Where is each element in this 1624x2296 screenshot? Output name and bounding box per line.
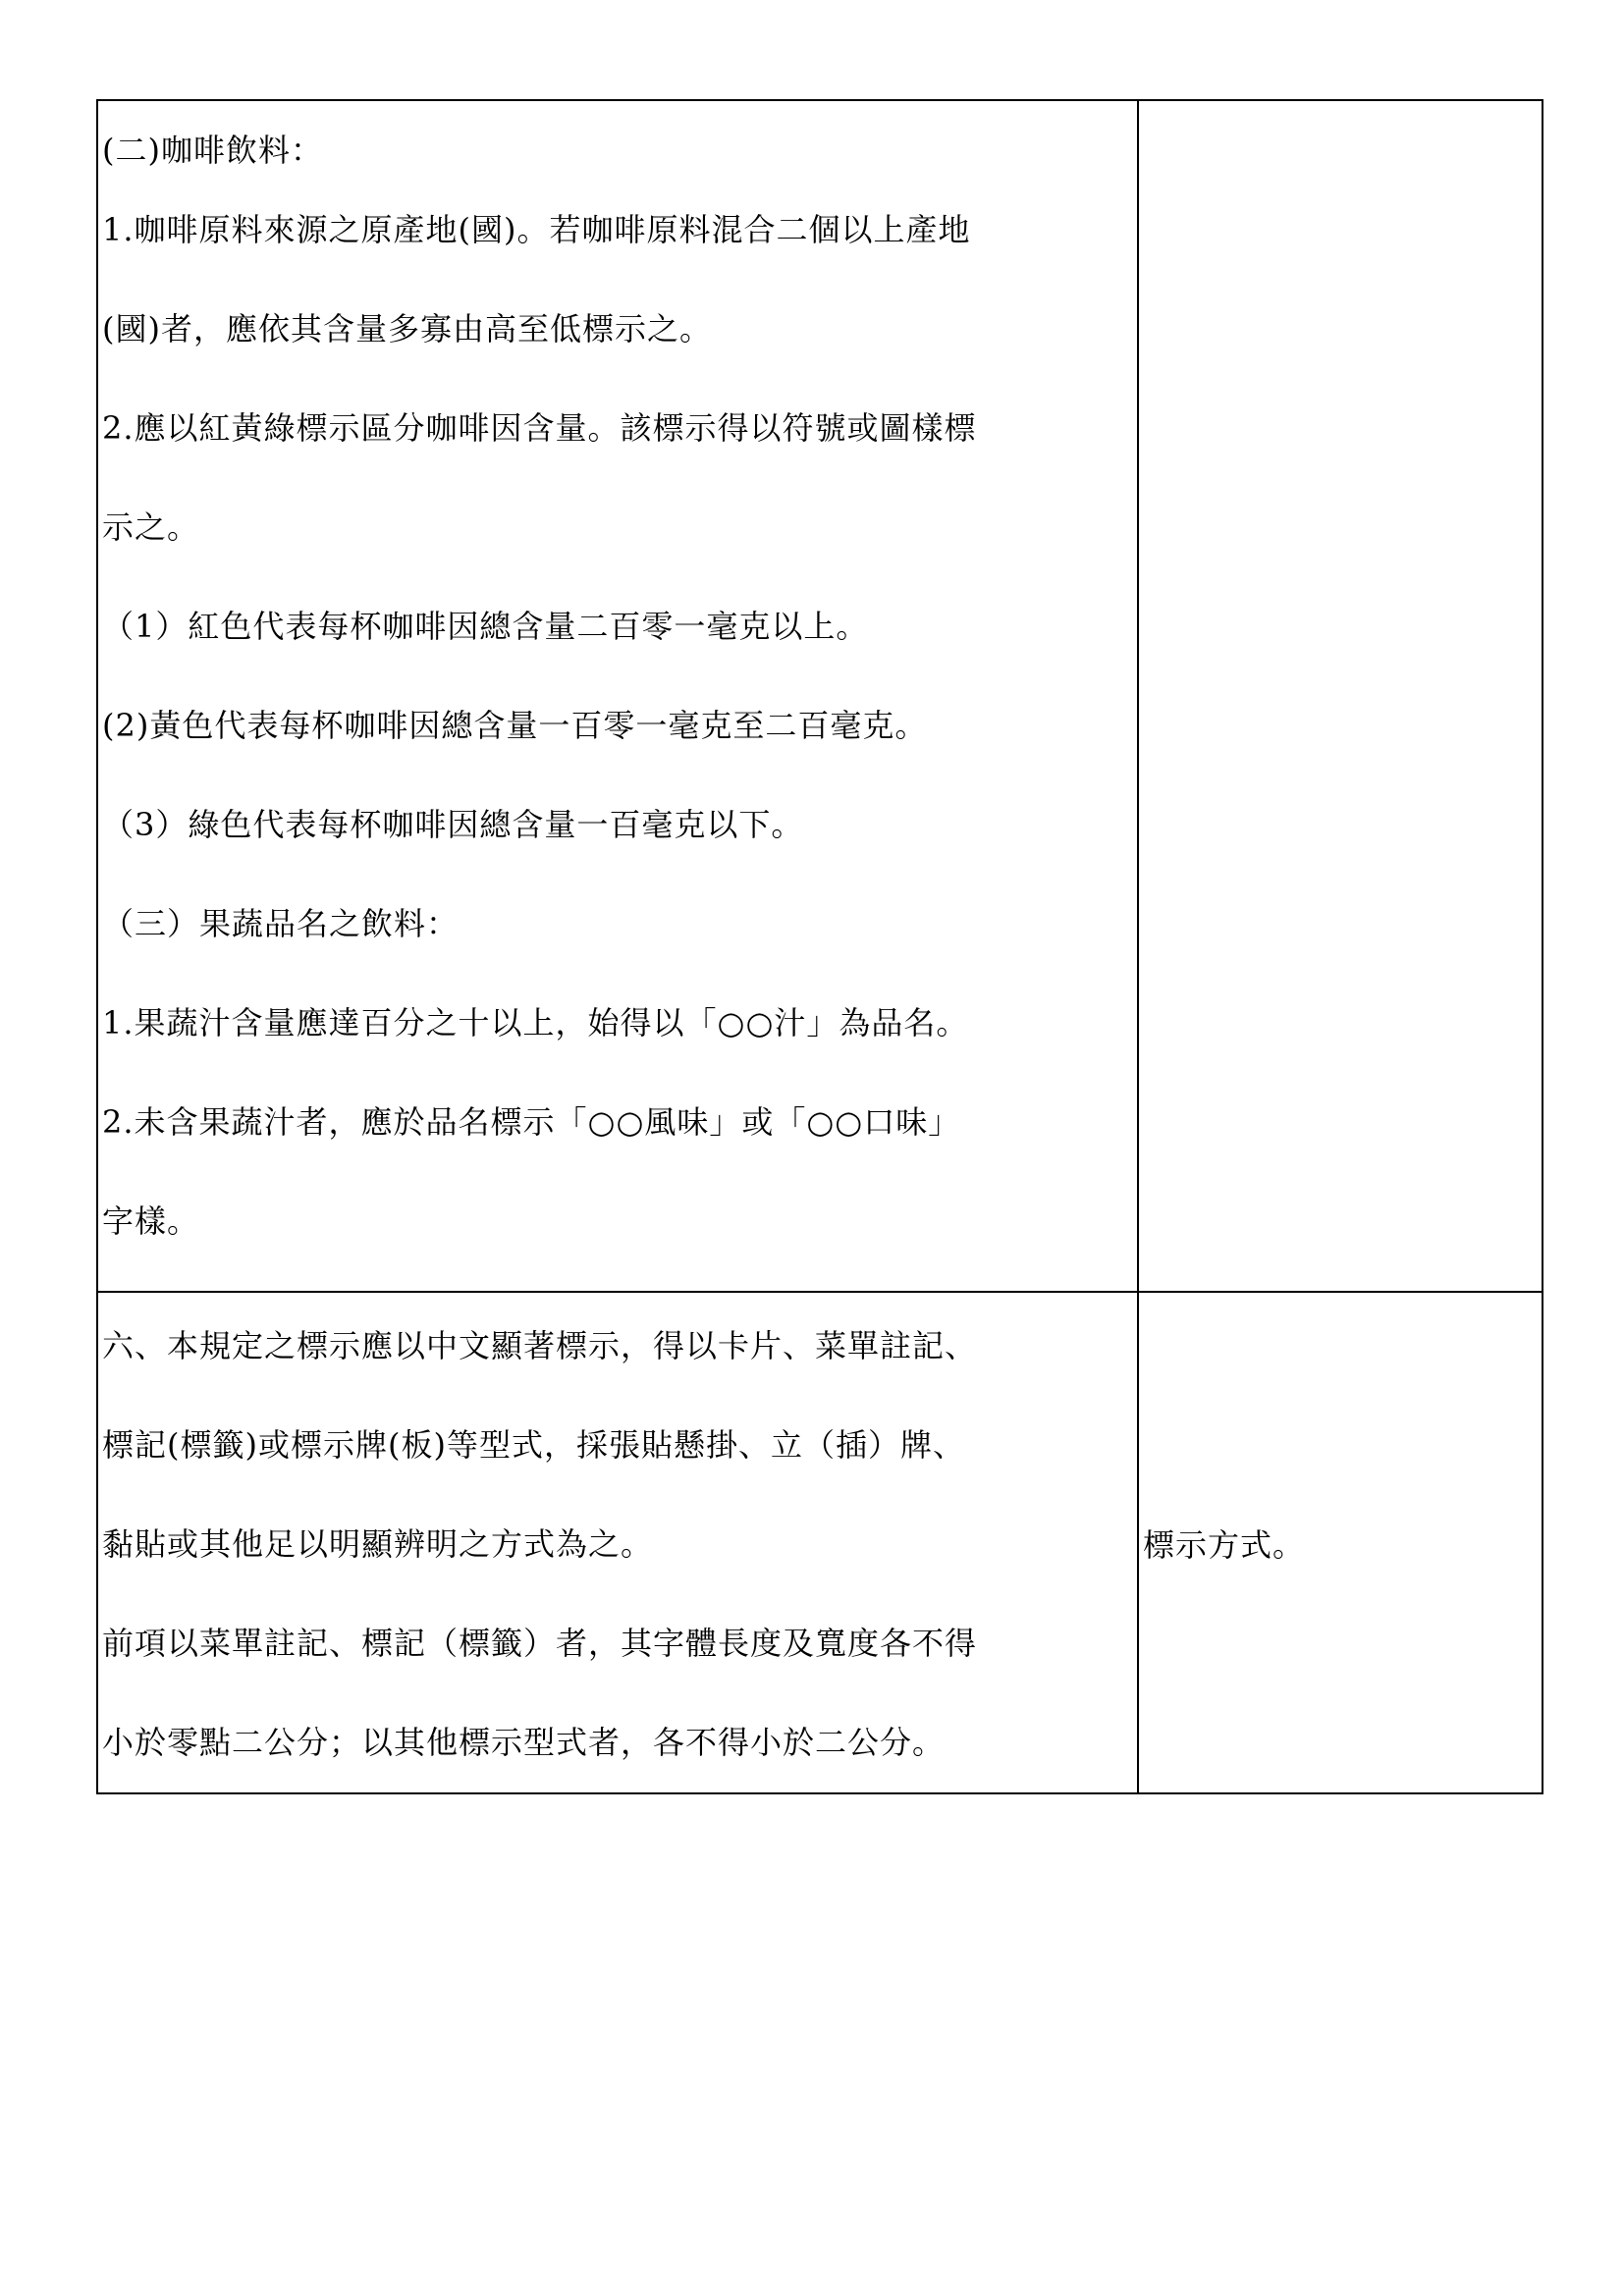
- provision-line: 六、本規定之標示應以中文顯著標示，得以卡片、菜單註記、: [102, 1327, 978, 1364]
- provision-cell: [97, 100, 1138, 1292]
- provision-line: (二)咖啡飲料：: [102, 132, 323, 169]
- provision-line: 小於零點二公分；以其他標示型式者，各不得小於二公分。: [102, 1724, 946, 1761]
- regulation-table: [96, 99, 1543, 1794]
- provision-line: 前項以菜單註記、標記（標籤）者，其字體長度及寬度各不得: [102, 1625, 978, 1662]
- provision-line: 2.未含果蔬汁者，應於品名標示「○○風味」或「○○口味」: [102, 1103, 961, 1141]
- explanation-cell: [1138, 1292, 1543, 1793]
- provision-line: 1.咖啡原料來源之原產地(國)。若咖啡原料混合二個以上產地: [102, 211, 971, 248]
- provision-line: 示之。: [102, 508, 200, 546]
- provision-line: （1）紅色代表每杯咖啡因總含量二百零一毫克以上。: [102, 608, 869, 645]
- provision-line: 標記(標籤)或標示牌(板)等型式，採張貼懸掛、立（插）牌、: [102, 1426, 965, 1464]
- provision-line: 黏貼或其他足以明顯辨明之方式為之。: [102, 1525, 654, 1563]
- explanation-note: 標示方式。: [1143, 1525, 1306, 1564]
- provision-line: (2)黃色代表每杯咖啡因總含量一百零一毫克至二百毫克。: [102, 707, 928, 744]
- table-row: [97, 100, 1543, 1292]
- provision-line: （三）果蔬品名之飲料：: [102, 905, 460, 942]
- provision-line: 1.果蔬汁含量應達百分之十以上，始得以「○○汁」為品名。: [102, 1004, 969, 1041]
- provision-line: (國)者，應依其含量多寡由高至低標示之。: [102, 310, 712, 347]
- provision-line: 2.應以紅黃綠標示區分咖啡因含量。該標示得以符號或圖樣標: [102, 409, 977, 447]
- table-row: [97, 1292, 1543, 1793]
- provision-line: （3）綠色代表每杯咖啡因總含量一百毫克以下。: [102, 806, 804, 843]
- provision-cell: [97, 1292, 1138, 1793]
- explanation-cell: [1138, 100, 1543, 1292]
- provision-line: 字樣。: [102, 1202, 200, 1240]
